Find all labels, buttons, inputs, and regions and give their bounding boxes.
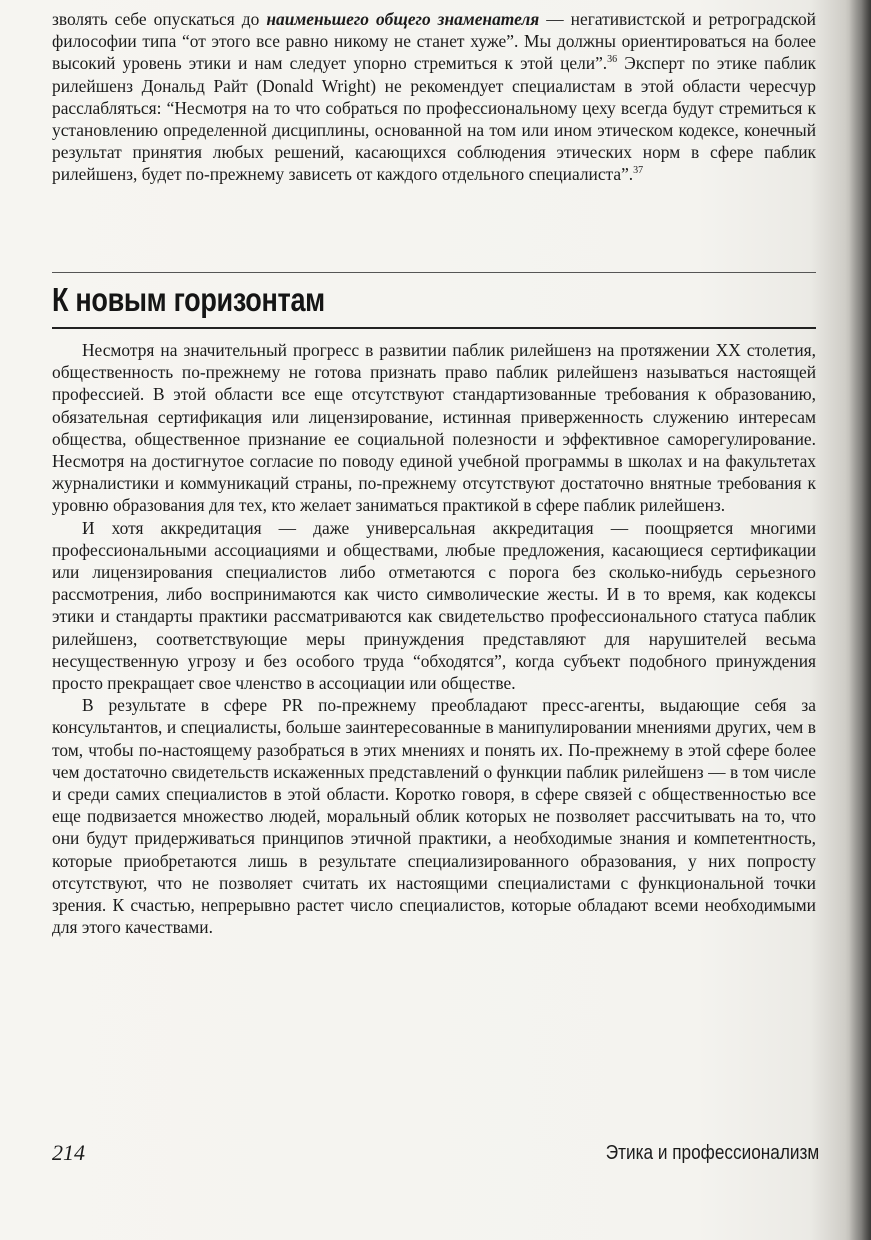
- section-divider-bottom: [52, 327, 816, 329]
- continued-paragraph-text: [52, 8, 816, 186]
- body-paragraph: Несмотря на значительный прогресс в развитии паблик рилейшенз на протяжении XX столетия, общественность по-прежнему не готова признать право паблик рилейшенз называться настоящей профессией. В этой области все еще отсутствуют стандартизованные требования к образованию, обязательная сертификация или лицензирование, истинная приверженность служению интересам общества, общественное признание ее социальной полезности и эффективное саморегулирование. Несмотря на достигнутое согласие по поводу единой учебной программы в школах и на факультетах журналистики и коммуникаций страны, по-прежнему отсутствуют достаточно внятные требования к уровню образования для тех, кто желает заниматься практикой в сфере паблик рилейшенз.: [52, 340, 816, 516]
- continued-text-part1: зволять себе опускаться до: [52, 9, 267, 29]
- continued-paragraph: [52, 8, 816, 186]
- continued-text-part2: — негативистской и ретроградской философии типа “от этого все равно никому не станет хуже”. Мы должны ориентироваться на более высокий уровень этики и нам следует упорно стремиться к этой цели”.: [52, 9, 816, 74]
- body-paragraph: И хотя аккредитация — даже универсальная аккредитация — поощряется многими профессиональными ассоциациями и обществами, любые предложения, касающиеся сертификации или лицензирования специалистов либо отметаются с порога без сколько-нибудь серьезного рассмотрения, либо воспринимаются как чисто символические жесты. И в то время, как кодексы этики и стандарты практики рассматриваются как свидетельство профессионального статуса паблик рилейшенз, соответствующие меры принуждения представляют для нарушителей весьма несущественную угрозу и без особого труда “обходятся”, когда субъект подобного принуждения просто прекращает свое членство в ассоциации или обществе.: [52, 517, 816, 694]
- continued-text-part3: Эксперт по этике паблик рилейшенз Дональд Райт (Donald Wright) не рекомендует специалистам в этой области чересчур расслабляться: “Несмотря на то что собраться по профессиональному цеху всегда будут стремиться к установлению определенной дисциплины, основанной на том или ином этическом кодексе, конечный результат принятия любых решений, касающихся соблюдения этических норм в сфере паблик рилейшенз, будет по-прежнему зависеть от каждого отдельного специалиста”.: [52, 53, 816, 185]
- book-spine-shadow: [849, 0, 871, 1240]
- footnote-marker: 37: [633, 165, 644, 177]
- running-footer-title: Этика и профессионализм: [605, 1142, 819, 1164]
- body-paragraph: В результате в сфере PR по-прежнему преобладают пресс-агенты, выдающие себя за консультантов, и специалисты, больше заинтересованные в манипулировании мнениями других, чем в том, чтобы по-настоящему разобраться в этих мнениях и понять их. По-прежнему в этой сфере более чем достаточно свидетельств искаженных представлений о функции паблик рилейшенз — в том числе и среди самих специалистов в этой области. Коротко говоря, в сфере связей с общественностью все еще подвизается множество людей, моральный облик которых не позволяет рассчитывать на то, что они будут придерживаться принципов этичной практики, а необходимые знания и компетентность, которые приобретаются лишь в результате специализированного образования, у них попросту отсутствуют, что не позволяет считать их настоящими специалистами с функциональной точки зрения. К счастью, непрерывно растет число специалистов, которые обладают всеми необходимыми для этого качествами.: [52, 695, 816, 938]
- emphasized-phrase: наименьшего общего знаменателя: [266, 9, 540, 29]
- section-body: [52, 339, 816, 938]
- footnote-marker: 36: [607, 54, 618, 66]
- page-number: 214: [52, 1140, 85, 1165]
- section-divider-top: [52, 272, 816, 273]
- section-heading: К новым горизонтам: [52, 281, 325, 318]
